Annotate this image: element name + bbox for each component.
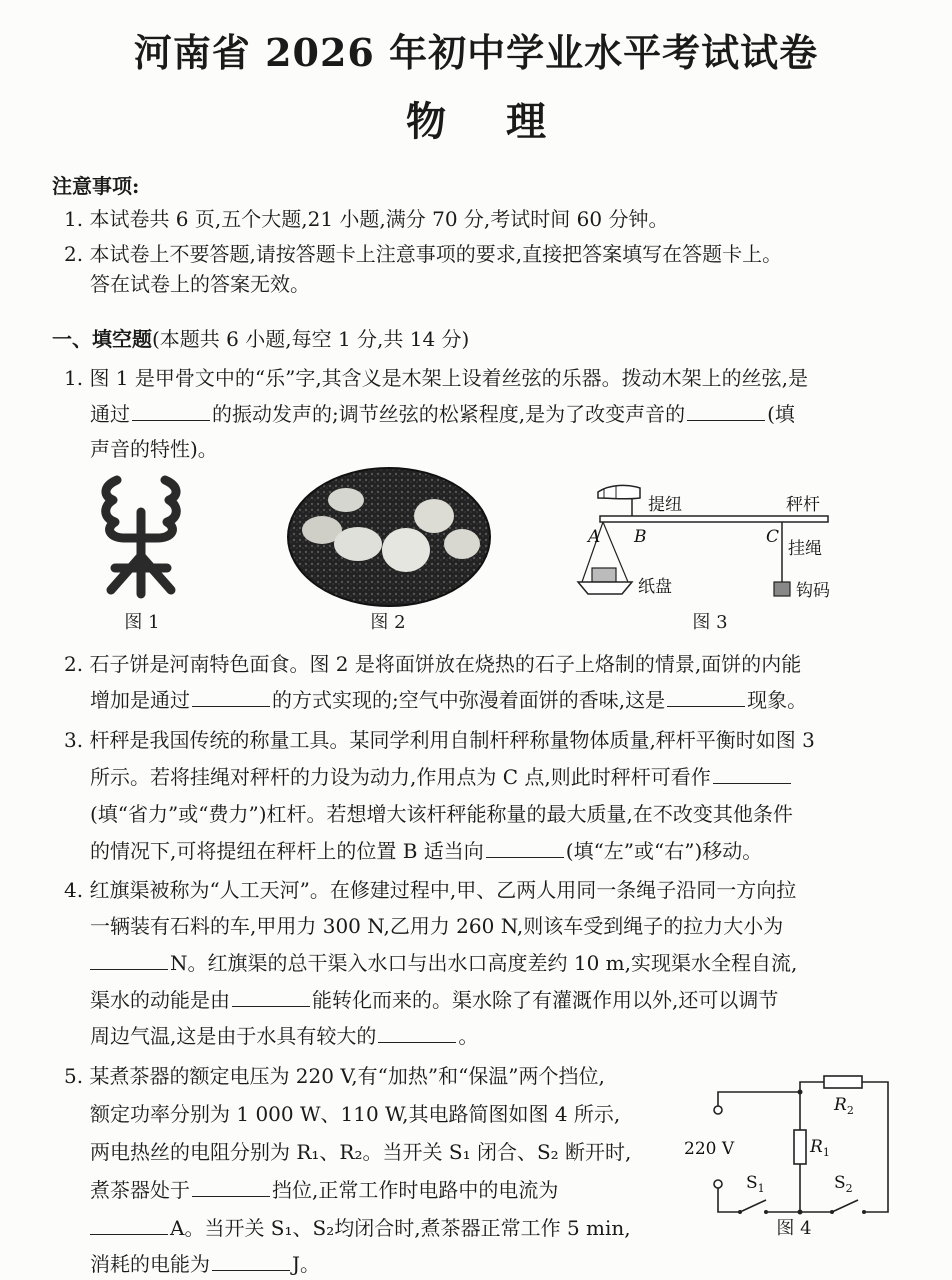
q5-line-1: 5. 某煮茶器的额定电压为 220 V,有“加热”和“保温”两个挡位, (64, 1064, 605, 1088)
q4-text-b: 渠水的动能是由 (90, 988, 230, 1012)
q2-line-2 (90, 684, 807, 713)
q2-text-b: 的方式实现的;空气中弥漫着面饼的香味,这是 (272, 688, 666, 712)
notice-heading: 注意事项: (52, 174, 140, 198)
answer-blank[interactable] (192, 1178, 270, 1197)
q1-text-b: 的振动发声的;调节丝弦的松紧程度,是为了改变声音的 (212, 402, 686, 426)
figure-4-circuit-diagram (684, 1072, 904, 1222)
label-r1: $R_1$ (810, 1137, 830, 1159)
notice-item-1: 1. 本试卷共 6 页,五个大题,21 小题,满分 70 分,考试时间 60 分钟。 (64, 207, 669, 231)
answer-blank[interactable] (713, 765, 791, 784)
q1-line-3: 声音的特性)。 (90, 437, 218, 461)
q3-line-2 (90, 761, 793, 790)
answer-blank[interactable] (90, 951, 168, 970)
q5-text-b: 挡位,正常工作时电路中的电流为 (272, 1178, 559, 1202)
section-note: (本题共 6 小题,每空 1 分,共 14 分) (152, 327, 470, 351)
figure-2-stone-cake-photo (286, 466, 492, 608)
q3-text-c: (填“左”或“右”)移动。 (565, 839, 763, 863)
q1-line-2 (90, 398, 795, 427)
notice-item-2-cont: 答在试卷上的答案无效。 (90, 272, 310, 296)
q4-line-1: 4. 红旗渠被称为“人工天河”。在修建过程中,甲、乙两人用同一条绳子沿同一方向拉 (64, 878, 797, 902)
q5-line-6 (90, 1248, 320, 1277)
q2-text-a: 增加是通过 (90, 688, 190, 712)
answer-blank[interactable] (212, 1252, 290, 1271)
q5-line-2: 额定功率分别为 1 000 W、110 W,其电路简图如图 4 所示, (90, 1102, 621, 1126)
q4-text-a: N。红旗渠的总干渠入水口与出水口高度差约 10 m,实现渠水全程自流, (170, 951, 798, 975)
q4-line-5 (90, 1020, 478, 1049)
section-title: 一、填空题 (52, 327, 152, 351)
q4-text-d: 周边气温,这是由于水具有较大的 (90, 1024, 377, 1048)
label-point-b: B (634, 527, 647, 547)
label-guasheng: 挂绳 (788, 539, 822, 559)
label-chenggan: 秤杆 (786, 495, 820, 515)
label-s1: $S_1$ (746, 1173, 765, 1195)
q5-text-e: J。 (292, 1252, 321, 1276)
q4-text-c: 能转化而来的。渠水除了有灌溉作用以外,还可以调节 (312, 988, 779, 1012)
figure-3-caption: 图 3 (692, 612, 728, 633)
answer-blank[interactable] (232, 988, 310, 1007)
label-s2: $S_2$ (834, 1173, 853, 1195)
exam-subject: 物理 (406, 98, 606, 145)
figure-2-caption: 图 2 (370, 612, 406, 633)
q4-line-3 (90, 947, 797, 976)
answer-blank[interactable] (486, 839, 564, 858)
figure-1-caption: 图 1 (124, 612, 160, 633)
label-voltage: 220 V (684, 1139, 735, 1159)
q4-line-2: 一辆装有石料的车,甲用力 300 N,乙用力 260 N,则该车受到绳子的拉力大小为 (90, 914, 784, 938)
answer-blank[interactable] (192, 688, 270, 707)
q1-text-a: 通过 (90, 402, 130, 426)
q5-line-3: 两电热丝的电阻分别为 R₁、R₂。当开关 S₁ 闭合、S₂ 断开时, (90, 1140, 632, 1164)
q3-text-a: 所示。若将挂绳对秤杆的力设为动力,作用点为 C 点,则此时秤杆可看作 (90, 765, 711, 789)
q3-line-1: 3. 杆秤是我国传统的称量工具。某同学利用自制杆秤称量物体质量,秤杆平衡时如图 3 (64, 728, 815, 752)
answer-blank[interactable] (90, 1216, 168, 1235)
figure-1-oracle-character (95, 472, 187, 602)
q2-line-1: 2. 石子饼是河南特色面食。图 2 是将面饼放在烧热的石子上烙制的情景,面饼的内能 (64, 652, 802, 676)
q4-line-4 (90, 984, 778, 1013)
q5-text-c: A。当开关 S₁、S₂均闭合时,煮茶器正常工作 5 min, (170, 1216, 631, 1240)
q5-line-4 (90, 1174, 558, 1203)
label-point-a: A (588, 527, 601, 547)
label-tizu: 提纽 (648, 495, 682, 515)
figure-4-caption: 图 4 (776, 1218, 812, 1239)
q1-line-1: 1. 图 1 是甲骨文中的“乐”字,其含义是木架上设着丝弦的乐器。拨动木架上的丝弦,是 (64, 366, 809, 390)
figure-3-steelyard-diagram (570, 474, 840, 606)
label-point-c: C (766, 527, 780, 547)
exam-title: 河南省 2026 年初中学业水平考试试卷 (133, 30, 819, 75)
label-zhipan: 纸盘 (638, 577, 672, 597)
q2-text-c: 现象。 (747, 688, 808, 712)
label-gouma: 钩码 (796, 581, 830, 601)
answer-blank[interactable] (378, 1024, 456, 1043)
notice-item-2: 2. 本试卷上不要答题,请按答题卡上注意事项的要求,直接把答案填写在答题卡上。 (64, 242, 783, 266)
answer-blank[interactable] (132, 402, 210, 421)
answer-blank[interactable] (667, 688, 745, 707)
q3-line-4 (90, 835, 762, 864)
q3-text-b: 的情况下,可将提纽在秤杆上的位置 B 适当向 (90, 839, 484, 863)
q4-text-e: 。 (458, 1024, 479, 1048)
label-r2: $R_2$ (834, 1095, 854, 1117)
q5-text-d: 消耗的电能为 (90, 1252, 210, 1276)
q1-text-c: (填 (767, 402, 795, 426)
answer-blank[interactable] (687, 402, 765, 421)
section-heading (52, 323, 469, 352)
q5-text-a: 煮茶器处于 (90, 1178, 190, 1202)
q3-line-3: (填“省力”或“费力”)杠杆。若想增大该杆秤能称量的最大质量,在不改变其他条件 (90, 802, 793, 826)
q5-line-5 (90, 1212, 631, 1241)
